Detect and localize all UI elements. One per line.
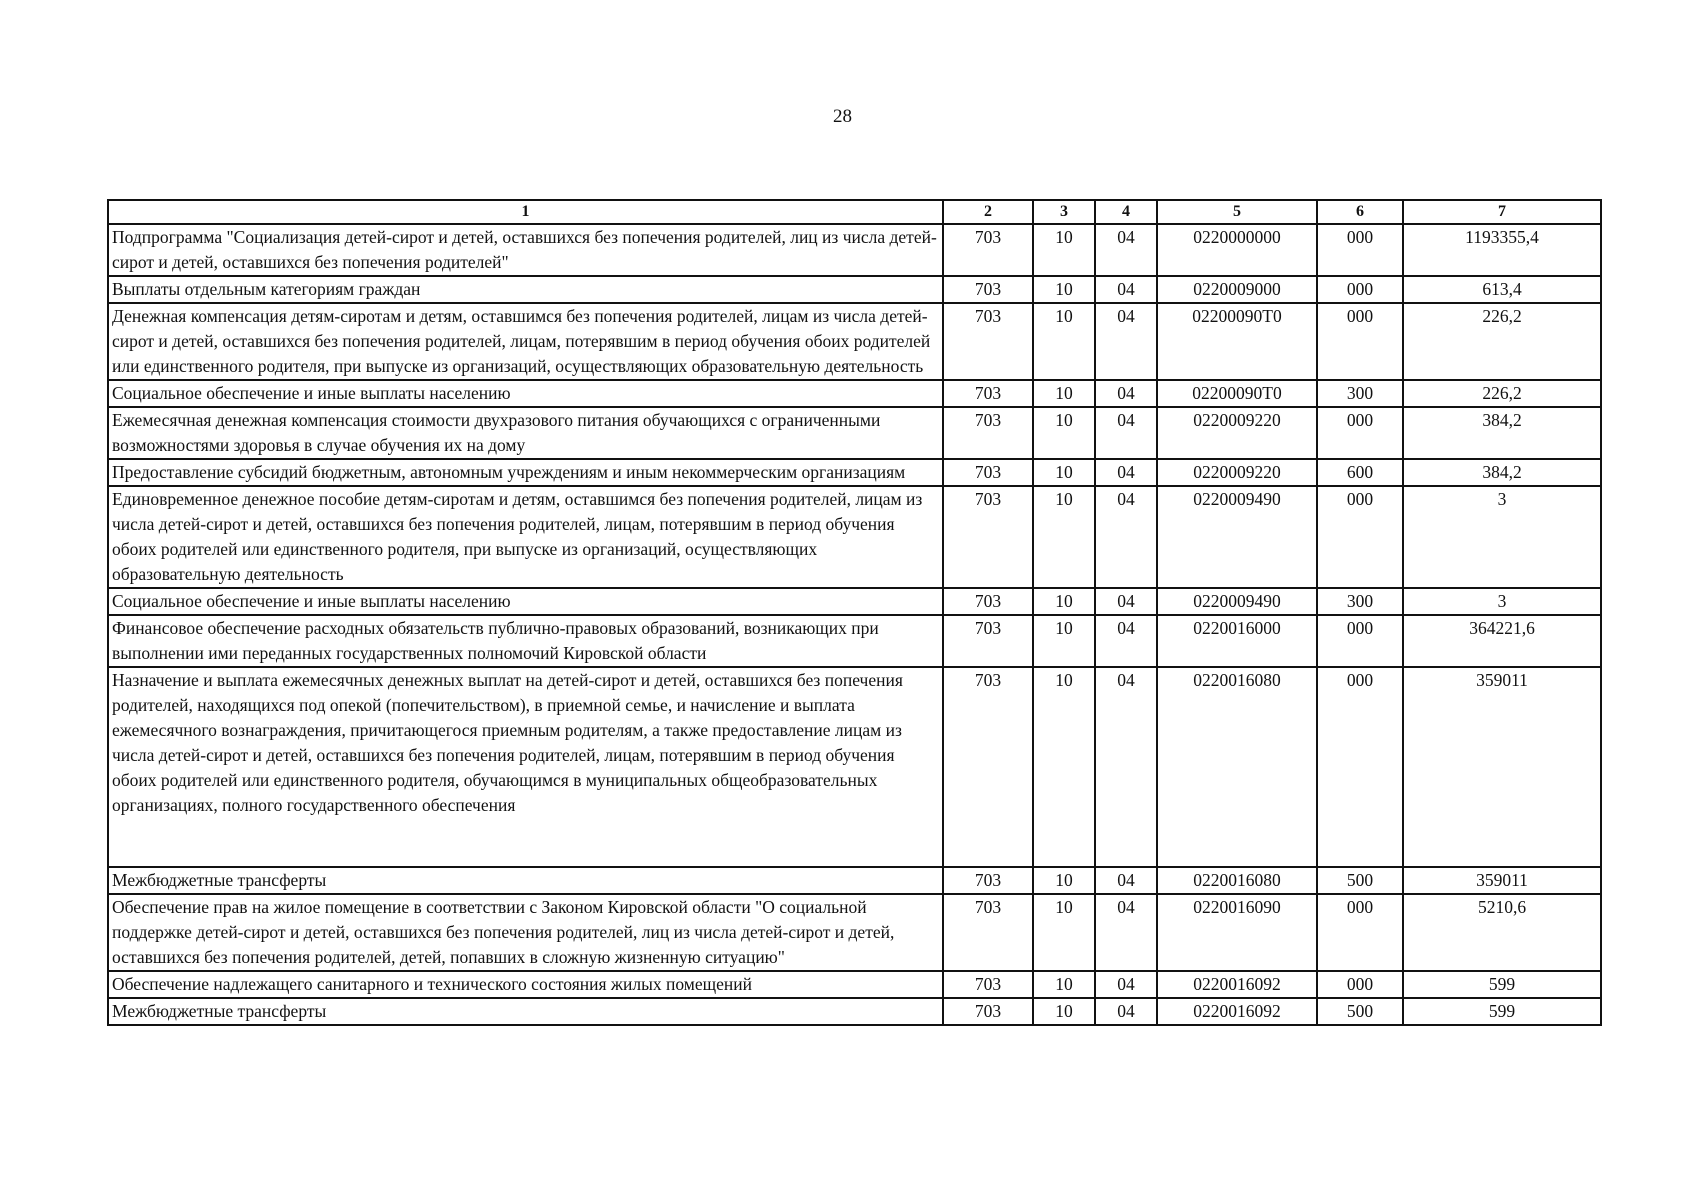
row-amount: 384,2 [1403,407,1601,459]
table-row [108,407,1601,459]
row-target-article: 0220009000 [1157,276,1317,303]
row-subsection-code: 04 [1095,615,1157,667]
row-name: Денежная компенсация детям-сиротам и детям, оставшимся без попечения родителей, лицам из числа детей-сирот и детей, оставшихся без попечения родителей, лицам, потерявшим в период обучения обоих родителей или единственного родителя, при выпуске из организаций, осуществляющих образовательную деятельность [108,303,943,380]
row-section-code: 10 [1033,276,1095,303]
row-name: Социальное обеспечение и иные выплаты населению [108,588,943,615]
row-name: Подпрограмма "Социализация детей-сирот и детей, оставшихся без попечения родителей, лиц из числа детей-сирот и детей, оставшихся без попечения родителей" [108,224,943,276]
row-ministry-code: 703 [943,380,1033,407]
row-name: Межбюджетные трансферты [108,998,943,1025]
row-target-article: 0220009490 [1157,486,1317,588]
table-row [108,588,1601,615]
table-row [108,615,1601,667]
row-section-code: 10 [1033,867,1095,894]
table-row [108,380,1601,407]
row-ministry-code: 703 [943,667,1033,867]
row-expense-type: 000 [1317,276,1403,303]
table-row [108,276,1601,303]
header-col-4: 4 [1095,200,1157,224]
row-name: Назначение и выплата ежемесячных денежных выплат на детей-сирот и детей, оставшихся без попечения родителей, находящихся под опекой (попечительством), в приемной семье, и начисление и выплата ежемесячного вознаграждения, причитающегося приемным родителям, а также предоставление лицам из числа детей-сирот и детей, оставшихся без попечения родителей, лицам, потерявшим в период обучения обоих родителей или единственного родителя, обучающимся в муниципальных общеобразовательных организациях, полного государственного обеспечения [108,667,943,867]
row-subsection-code: 04 [1095,588,1157,615]
table-row [108,998,1601,1025]
row-name: Ежемесячная денежная компенсация стоимости двухразового питания обучающихся с ограниченными возможностями здоровья в случае обучения их на дому [108,407,943,459]
row-target-article: 0220016080 [1157,667,1317,867]
row-ministry-code: 703 [943,459,1033,486]
row-amount: 599 [1403,971,1601,998]
row-subsection-code: 04 [1095,407,1157,459]
row-ministry-code: 703 [943,867,1033,894]
row-ministry-code: 703 [943,971,1033,998]
row-section-code: 10 [1033,380,1095,407]
row-section-code: 10 [1033,486,1095,588]
page-number: 28 [833,106,852,127]
row-expense-type: 000 [1317,486,1403,588]
row-section-code: 10 [1033,998,1095,1025]
row-expense-type: 000 [1317,971,1403,998]
row-ministry-code: 703 [943,998,1033,1025]
row-name: Финансовое обеспечение расходных обязательств публично-правовых образований, возникающих при выполнении ими переданных государственных полномочий Кировской области [108,615,943,667]
row-subsection-code: 04 [1095,380,1157,407]
row-subsection-code: 04 [1095,894,1157,971]
header-col-1: 1 [108,200,943,224]
row-ministry-code: 703 [943,276,1033,303]
header-col-5: 5 [1157,200,1317,224]
header-col-6: 6 [1317,200,1403,224]
row-target-article: 0220016090 [1157,894,1317,971]
table-row [108,867,1601,894]
table-header-row [108,200,1601,224]
row-ministry-code: 703 [943,894,1033,971]
row-ministry-code: 703 [943,224,1033,276]
row-expense-type: 300 [1317,588,1403,615]
row-expense-type: 000 [1317,615,1403,667]
row-amount: 5210,6 [1403,894,1601,971]
row-subsection-code: 04 [1095,224,1157,276]
row-subsection-code: 04 [1095,667,1157,867]
row-amount: 384,2 [1403,459,1601,486]
row-section-code: 10 [1033,971,1095,998]
row-name: Единовременное денежное пособие детям-сиротам и детям, оставшимся без попечения родителей, лицам из числа детей-сирот и детей, оставшихся без попечения родителей, лицам, потерявшим в период обучения обоих родителей или единственного родителя, при выпуске из организаций, осуществляющих образовательную деятельность [108,486,943,588]
row-target-article: 0220016092 [1157,998,1317,1025]
header-col-2: 2 [943,200,1033,224]
row-section-code: 10 [1033,615,1095,667]
row-subsection-code: 04 [1095,867,1157,894]
row-amount: 3 [1403,588,1601,615]
row-section-code: 10 [1033,459,1095,486]
row-section-code: 10 [1033,667,1095,867]
row-ministry-code: 703 [943,486,1033,588]
row-name: Межбюджетные трансферты [108,867,943,894]
row-name: Обеспечение прав на жилое помещение в соответствии с Законом Кировской области "О социальной поддержке детей-сирот и детей, оставшихся без попечения родителей, лиц из числа детей-сирот и детей, оставшихся без попечения родителей, детей, попавших в сложную жизненную ситуацию" [108,894,943,971]
row-subsection-code: 04 [1095,303,1157,380]
row-amount: 1193355,4 [1403,224,1601,276]
row-target-article: 0220016080 [1157,867,1317,894]
row-section-code: 10 [1033,303,1095,380]
row-expense-type: 600 [1317,459,1403,486]
row-ministry-code: 703 [943,615,1033,667]
header-col-3: 3 [1033,200,1095,224]
row-target-article: 0220016092 [1157,971,1317,998]
row-target-article: 0220000000 [1157,224,1317,276]
table-row [108,486,1601,588]
header-col-7: 7 [1403,200,1601,224]
row-amount: 3 [1403,486,1601,588]
row-ministry-code: 703 [943,303,1033,380]
row-expense-type: 000 [1317,303,1403,380]
row-expense-type: 500 [1317,998,1403,1025]
row-name: Социальное обеспечение и иные выплаты населению [108,380,943,407]
row-name: Выплаты отдельным категориям граждан [108,276,943,303]
table-row [108,894,1601,971]
row-target-article: 0220009220 [1157,459,1317,486]
budget-table [107,199,1602,1026]
row-expense-type: 500 [1317,867,1403,894]
row-amount: 359011 [1403,867,1601,894]
row-expense-type: 000 [1317,894,1403,971]
row-section-code: 10 [1033,894,1095,971]
table-row [108,303,1601,380]
row-subsection-code: 04 [1095,971,1157,998]
row-target-article: 0220009220 [1157,407,1317,459]
row-name: Предоставление субсидий бюджетным, автономным учреждениям и иным некоммерческим организациям [108,459,943,486]
row-expense-type: 000 [1317,407,1403,459]
row-name: Обеспечение надлежащего санитарного и технического состояния жилых помещений [108,971,943,998]
row-section-code: 10 [1033,588,1095,615]
row-amount: 359011 [1403,667,1601,867]
table-row [108,971,1601,998]
row-subsection-code: 04 [1095,486,1157,588]
row-subsection-code: 04 [1095,459,1157,486]
row-amount: 599 [1403,998,1601,1025]
row-subsection-code: 04 [1095,276,1157,303]
table-row [108,224,1601,276]
row-target-article: 02200090Т0 [1157,380,1317,407]
row-section-code: 10 [1033,224,1095,276]
table-row [108,667,1601,867]
row-subsection-code: 04 [1095,998,1157,1025]
row-amount: 613,4 [1403,276,1601,303]
row-ministry-code: 703 [943,588,1033,615]
row-expense-type: 000 [1317,224,1403,276]
row-amount: 226,2 [1403,303,1601,380]
row-target-article: 0220016000 [1157,615,1317,667]
row-target-article: 02200090Т0 [1157,303,1317,380]
table-row [108,459,1601,486]
row-expense-type: 300 [1317,380,1403,407]
row-amount: 226,2 [1403,380,1601,407]
row-amount: 364221,6 [1403,615,1601,667]
row-expense-type: 000 [1317,667,1403,867]
row-target-article: 0220009490 [1157,588,1317,615]
row-ministry-code: 703 [943,407,1033,459]
row-section-code: 10 [1033,407,1095,459]
